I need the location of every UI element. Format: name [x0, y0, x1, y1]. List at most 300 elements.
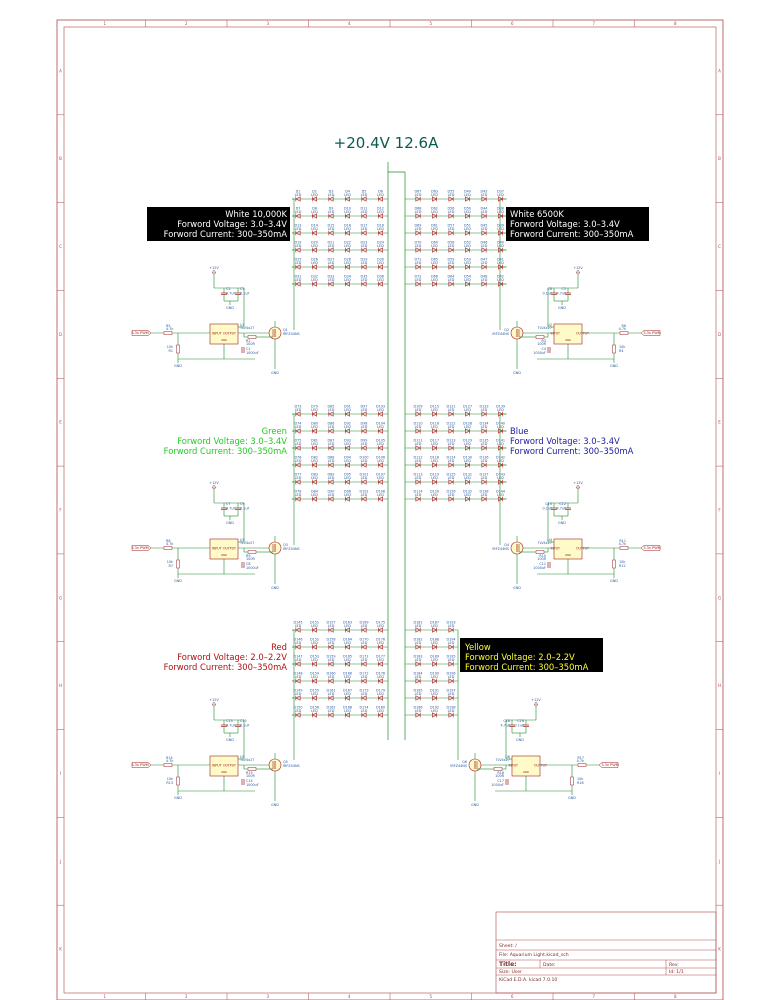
tb-file: File: Aquarium Light.kicad_sch [499, 953, 569, 958]
mosfet-ref: Q6 [462, 760, 467, 764]
r-gate-ref: R3 [541, 339, 546, 343]
led-value: LED [431, 657, 438, 662]
r-gate-value: 100R [537, 557, 546, 561]
led-value: LED [480, 441, 488, 446]
led-value: LED [344, 623, 351, 628]
r-gate-ref: R2 [246, 339, 251, 343]
led-value: LED [344, 458, 351, 463]
border-col-label: 1 [103, 21, 107, 26]
bulk-cap-ref: C8 [246, 562, 251, 566]
r-gate-ref: R18 [497, 771, 504, 775]
led-ref: D182 [413, 637, 423, 642]
led-value: LED [294, 492, 302, 497]
led-value: LED [360, 407, 368, 412]
led-ref: D94 [344, 455, 351, 460]
led-ref: D179 [375, 688, 386, 693]
led-ref: D196 [446, 671, 456, 676]
led-ref: D7 [295, 206, 301, 211]
led-ref: D118 [429, 455, 440, 460]
led-value: LED [327, 226, 335, 231]
led-ref: D19 [294, 240, 302, 245]
led-ref: D153 [309, 654, 320, 659]
led-ref: D73 [294, 404, 302, 409]
mosfet-value: IRFZ44NS [283, 764, 300, 768]
led-ref: D168 [342, 705, 353, 710]
mosfet-value: IRFZ44NS [283, 547, 300, 551]
led-ref: D102 [359, 489, 369, 494]
bulk-cap-value: 1000uF [246, 351, 259, 355]
led-ref: D64 [447, 274, 455, 279]
led-value: LED [344, 209, 351, 214]
led-ref: D195 [446, 654, 456, 659]
mosfet-ref: Q5 [283, 760, 288, 764]
ic-value: TLV4x27 [537, 541, 552, 545]
led-ref: D133 [479, 404, 489, 409]
led-value: LED [414, 623, 422, 628]
led-value: LED [294, 708, 302, 713]
led-value: LED [311, 623, 318, 628]
mosfet-gnd: GND [513, 371, 521, 375]
led-ref: D87 [327, 438, 335, 443]
driver-u5 [131, 698, 299, 807]
led-value: LED [377, 424, 384, 429]
vcc-label: +12V [209, 698, 219, 702]
led-value: LED [327, 640, 335, 645]
led-ref: D53 [464, 257, 471, 262]
bulk-cap-ref: C1 [246, 347, 251, 351]
led-value: LED [447, 226, 455, 231]
led-ref: D25 [294, 257, 302, 262]
led-value: LED [480, 192, 488, 197]
border-col-label: 5 [429, 994, 433, 999]
led-value: LED [360, 226, 368, 231]
led-value: LED [360, 424, 368, 429]
led-ref: D20 [311, 240, 318, 245]
ic-gnd-pin: GND [565, 339, 571, 342]
led-ref: D126 [446, 489, 456, 494]
cap-value: 0.1uF [240, 291, 250, 296]
led-value: LED [360, 674, 368, 679]
led-ref: D10 [344, 206, 351, 211]
led-array [292, 621, 388, 761]
border-row-label: K [59, 946, 62, 952]
led-ref: D36 [377, 274, 384, 279]
cap-value: 0.1uF [542, 506, 552, 511]
r-in-ref: R5 [166, 324, 171, 328]
svg-text:Green: Green [261, 426, 287, 436]
cap-ref: C6 [547, 287, 552, 291]
driver-u6 [447, 698, 619, 807]
cap-ref: C15 [240, 719, 247, 723]
led-value: LED [311, 657, 318, 662]
led-ref: D161 [326, 688, 336, 693]
led-ref: D39 [497, 223, 504, 228]
led-ref: D100 [359, 455, 369, 460]
mosfet-gnd: GND [271, 371, 279, 375]
r-gate-ref: R9 [246, 554, 251, 558]
led-ref: D27 [327, 257, 335, 262]
bulk-cap-value: 1000uF [246, 566, 259, 570]
led-ref: D144 [495, 489, 506, 494]
led-value: LED [414, 226, 422, 231]
led-value: LED [360, 441, 368, 446]
led-ref: D37 [497, 189, 504, 194]
border-col-label: 8 [673, 994, 677, 999]
border-row-label: K [718, 946, 721, 952]
led-value: LED [431, 623, 438, 628]
cap-gnd: GND [226, 306, 234, 310]
led-value: LED [497, 277, 504, 282]
svg-text:Forword Current: 300–350mA: Forword Current: 300–350mA [163, 229, 287, 239]
led-ref: D92 [344, 421, 351, 426]
bulk-cap-value: 1000uF [533, 351, 546, 355]
vcc-label: +12V [209, 266, 219, 270]
cap-value: 0.1uF [240, 506, 250, 511]
svg-text:Blue: Blue [510, 426, 529, 436]
led-ref: D165 [342, 654, 353, 659]
led-ref: D135 [479, 438, 489, 443]
led-ref: D81 [311, 438, 318, 443]
led-value: LED [447, 691, 455, 696]
mosfet-ref: Q4 [504, 543, 509, 547]
r-gnd-value: 10k [619, 560, 626, 564]
led-value: LED [464, 407, 471, 412]
led-value: LED [431, 475, 438, 480]
led-ref: D130 [462, 455, 473, 460]
led-ref: D149 [293, 688, 303, 693]
led-ref: D59 [447, 257, 455, 262]
led-value: LED [294, 209, 302, 214]
led-ref: D70 [414, 240, 422, 245]
led-ref: D151 [309, 620, 320, 625]
svg-text:White 6500K: White 6500K [510, 209, 564, 219]
pulldown-resistor [613, 345, 616, 353]
led-value: LED [311, 674, 318, 679]
r-gate-value: 100R [246, 774, 255, 778]
tb-id: Id: 1/1 [669, 970, 684, 975]
cap-gnd: GND [558, 306, 566, 310]
vcc-symbol [212, 702, 216, 705]
vcc-symbol [212, 485, 216, 488]
r-gnd-ref: R4 [619, 349, 624, 353]
led-ref: D78 [294, 489, 302, 494]
led-value: LED [294, 657, 302, 662]
r-gnd-ref: R7 [168, 564, 173, 568]
led-ref: D91 [344, 404, 351, 409]
border-row-label: B [718, 156, 721, 162]
led-ref: D1 [295, 189, 301, 194]
bulk-cap-ref: C11 [539, 562, 546, 566]
led-ref: D122 [446, 421, 456, 426]
led-value: LED [447, 192, 455, 197]
led-ref: D175 [375, 620, 386, 625]
bulk-cap-value: 1000uF [246, 783, 259, 787]
bulk-cap-value: 1000uF [533, 566, 546, 570]
led-value: LED [327, 657, 335, 662]
led-value: LED [377, 458, 384, 463]
led-ref: D162 [326, 705, 336, 710]
led-value: LED [311, 226, 318, 231]
led-ref: D12 [377, 206, 384, 211]
led-ref: D197 [446, 688, 456, 693]
led-value: LED [480, 407, 488, 412]
cap-value: 4.7uF [226, 506, 236, 511]
led-value: LED [344, 492, 351, 497]
led-ref: D173 [359, 688, 369, 693]
led-value: LED [431, 277, 438, 282]
mosfet-ref: Q2 [504, 328, 509, 332]
led-value: LED [377, 260, 384, 265]
led-ref: D111 [413, 438, 423, 443]
cap-value: 4.7uF [556, 506, 566, 511]
led-ref: D58 [447, 240, 455, 245]
led-ref: D16 [344, 223, 351, 228]
led-value: LED [360, 192, 368, 197]
led-ref: D71 [414, 257, 422, 262]
led-ref: D57 [447, 223, 455, 228]
led-value: LED [497, 243, 504, 248]
led-ref: D120 [429, 489, 440, 494]
ic-ref: U2 [547, 323, 552, 327]
cap-ref: C13 [226, 719, 233, 723]
led-ref: D148 [293, 671, 303, 676]
mosfet-gnd: GND [271, 586, 279, 590]
r-gnd-ref: R12 [619, 564, 626, 568]
led-ref: D83 [311, 472, 318, 477]
led-value: LED [327, 209, 335, 214]
led-ref: D150 [293, 705, 303, 710]
led-ref: D44 [480, 206, 488, 211]
border-row-label: F [59, 507, 62, 513]
led-ref: D139 [495, 404, 506, 409]
led-ref: D15 [327, 223, 335, 228]
led-value: LED [447, 708, 455, 713]
led-value: LED [294, 623, 302, 628]
title-block [496, 912, 716, 993]
pulldown-resistor [177, 777, 180, 785]
led-value: LED [377, 691, 384, 696]
ic-input-pin: INPUT [550, 546, 560, 551]
led-value: LED [344, 640, 351, 645]
pwm-label: 3.3v PWM [131, 331, 149, 336]
led-value: LED [447, 243, 455, 248]
border-col-label: 7 [592, 21, 596, 26]
border-col-label: 7 [592, 994, 596, 999]
led-value: LED [294, 260, 302, 265]
led-ref: D121 [446, 404, 456, 409]
led-value: LED [431, 209, 438, 214]
cap-value: 4.7uF [226, 723, 236, 728]
led-ref: D119 [429, 472, 440, 477]
led-ref: D76 [294, 455, 302, 460]
led-ref: D140 [495, 421, 506, 426]
led-ref: D88 [327, 455, 335, 460]
ic-ref: U1 [240, 323, 245, 327]
led-value: LED [480, 492, 488, 497]
led-ref: D34 [344, 274, 351, 279]
led-ref: D41 [497, 257, 504, 262]
r-in-ref: R11 [619, 539, 626, 543]
cap-ref: C10 [545, 502, 552, 506]
led-ref: D190 [429, 671, 440, 676]
driver-u1 [131, 266, 299, 375]
ic-value: TLV4x27 [240, 758, 255, 762]
led-ref: D68 [414, 206, 422, 211]
led-ref: D32 [311, 274, 318, 279]
svg-text:Forword Current: 300–350mA: Forword Current: 300–350mA [510, 446, 634, 456]
led-value: LED [447, 407, 455, 412]
led-value: LED [377, 209, 384, 214]
led-ref: D4 [345, 189, 350, 194]
led-ref: D56 [447, 206, 455, 211]
cap-value: 0.1uF [514, 723, 524, 728]
bulk-cap-ref: C17 [497, 779, 504, 783]
led-value: LED [377, 475, 384, 480]
mosfet-ref: Q1 [283, 328, 288, 332]
led-value: LED [344, 424, 351, 429]
svg-text:Forword Voltage: 2.0–2.2V: Forword Voltage: 2.0–2.2V [177, 652, 287, 662]
label-yellow [460, 638, 603, 672]
led-value: LED [431, 407, 438, 412]
led-ref: D181 [413, 620, 423, 625]
cap-value: 0.1uF [542, 291, 552, 296]
vcc-symbol [576, 485, 580, 488]
driver-u2 [492, 266, 660, 375]
cap-gnd: GND [516, 738, 524, 742]
r-gnd-ref: R1 [168, 349, 173, 353]
led-value: LED [464, 424, 471, 429]
pwm-label: 3.3v PWM [643, 546, 661, 551]
led-value: LED [327, 277, 335, 282]
led-value: LED [327, 424, 335, 429]
led-ref: D116 [429, 421, 440, 426]
led-ref: D61 [431, 223, 438, 228]
led-value: LED [311, 277, 318, 282]
led-value: LED [344, 708, 351, 713]
svg-text:White 10,000K: White 10,000K [225, 209, 287, 219]
led-value: LED [377, 708, 384, 713]
led-ref: D85 [327, 404, 335, 409]
tb-title: Title: [499, 961, 517, 968]
border-row-label: A [59, 68, 62, 74]
led-ref: D9 [328, 206, 334, 211]
input-gnd: GND [568, 796, 576, 800]
led-value: LED [414, 260, 422, 265]
led-value: LED [447, 424, 455, 429]
ic-value: TLV4x27 [537, 326, 552, 330]
led-ref: D60 [431, 240, 438, 245]
border-row-label: H [717, 683, 722, 689]
r-in-value: 4.7k [576, 759, 584, 763]
led-ref: D160 [326, 671, 336, 676]
led-ref: D24 [377, 240, 384, 245]
led-value: LED [414, 277, 422, 282]
led-ref: D97 [360, 404, 368, 409]
led-value: LED [327, 192, 335, 197]
led-value: LED [414, 243, 422, 248]
led-value: LED [377, 226, 384, 231]
led-ref: D98 [360, 421, 368, 426]
led-ref: D80 [311, 421, 318, 426]
led-value: LED [377, 243, 384, 248]
led-ref: D183 [413, 654, 423, 659]
led-ref: D55 [447, 189, 455, 194]
led-ref: D38 [497, 206, 504, 211]
led-value: LED [344, 226, 351, 231]
pwm-label: 3.3v PWM [131, 763, 149, 768]
pulldown-resistor [613, 560, 616, 568]
led-value: LED [344, 441, 351, 446]
input-gnd: GND [174, 579, 182, 583]
tb-date: Date: [543, 963, 556, 968]
led-value: LED [294, 192, 302, 197]
led-value: LED [327, 458, 335, 463]
led-ref: D45 [480, 223, 488, 228]
led-value: LED [497, 260, 504, 265]
border-row-label: E [59, 419, 62, 425]
led-value: LED [480, 424, 488, 429]
led-ref: D110 [413, 421, 423, 426]
led-array [405, 190, 507, 331]
led-ref: D159 [326, 654, 336, 659]
led-value: LED [327, 708, 335, 713]
led-value: LED [360, 492, 368, 497]
led-ref: D112 [413, 455, 423, 460]
led-value: LED [464, 458, 471, 463]
bulk-cap-ref: C4 [541, 347, 546, 351]
led-value: LED [464, 209, 471, 214]
led-value: LED [414, 708, 422, 713]
mosfet-value: IRFZ44NS [492, 332, 509, 336]
input-gnd: GND [610, 579, 618, 583]
led-value: LED [480, 260, 488, 265]
led-ref: D157 [326, 620, 336, 625]
driver-circuits [131, 266, 660, 807]
led-value: LED [497, 441, 504, 446]
border-row-label: G [717, 595, 722, 601]
led-value: LED [464, 441, 471, 446]
driver-u3 [131, 481, 299, 590]
input-resistor [164, 547, 172, 550]
led-value: LED [327, 407, 335, 412]
pwm-label: 3.3v PWM [601, 763, 619, 768]
led-ref: D109 [413, 404, 423, 409]
border-marks [57, 20, 723, 1000]
r-gate-value: 100R [246, 342, 255, 346]
led-ref: D113 [413, 472, 423, 477]
pulldown-resistor [571, 777, 574, 785]
r-in-ref: R8 [166, 539, 171, 543]
border-row-label: J [59, 858, 62, 864]
led-value: LED [480, 243, 488, 248]
ic-input-pin: INPUT [550, 331, 560, 336]
label-red [164, 642, 288, 672]
border-row-label: J [718, 858, 721, 864]
led-ref: D23 [360, 240, 368, 245]
border-row-label: H [58, 683, 63, 689]
led-value: LED [294, 407, 302, 412]
ic-gnd-pin: GND [565, 554, 571, 557]
led-ref: D147 [293, 654, 303, 659]
led-ref: D131 [462, 472, 473, 477]
led-ref: D47 [480, 257, 488, 262]
led-value: LED [327, 691, 335, 696]
led-ref: D103 [375, 404, 386, 409]
led-value: LED [327, 243, 335, 248]
border-col-label: 6 [510, 994, 514, 999]
led-ref: D114 [413, 489, 423, 494]
led-ref: D21 [327, 240, 335, 245]
